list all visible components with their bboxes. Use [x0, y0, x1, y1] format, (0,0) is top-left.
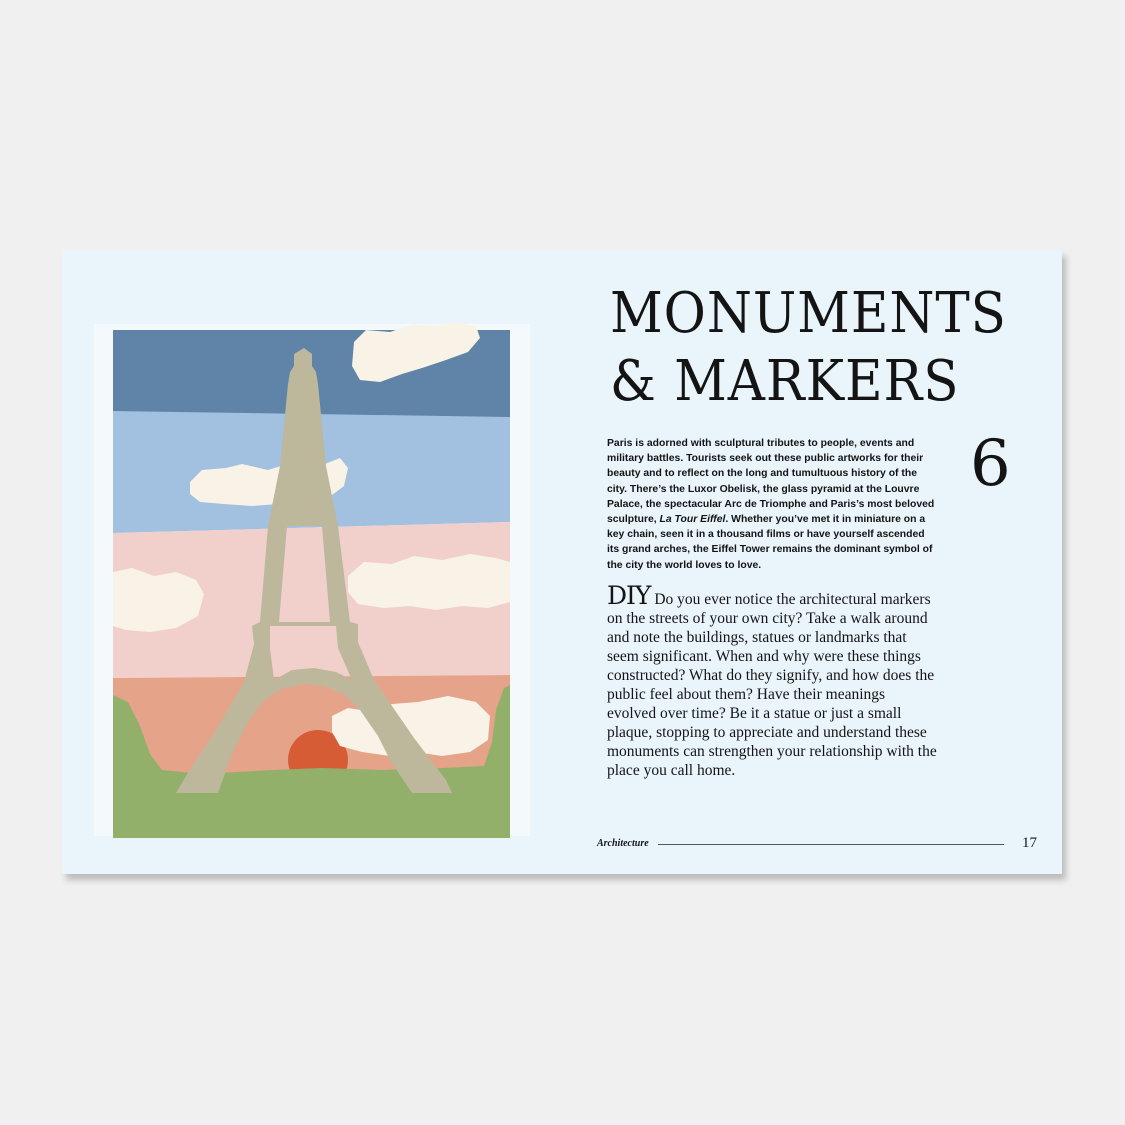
title-line-1: MONUMENTS: [610, 281, 1007, 346]
intro-text-part-1: Paris is adorned with sculptural tributes to people, events and military battles. Tourists seek out these public artworks for their beauty and to reflect on the long and tumultuous history of the city. There’s the Luxor Obelisk, the glass pyramid at the Louvre Palace, the spectacular Arc de Triomphe and Paris’s most beloved sculpture,: [607, 438, 935, 526]
page-number: 17: [1022, 835, 1037, 851]
chapter-number: 6: [970, 427, 1011, 501]
diy-label: DIY: [607, 581, 651, 610]
book-page: [62, 250, 1062, 874]
diy-paragraph: [607, 581, 937, 780]
diy-text: Do you ever notice the architectural markers on the streets of your own city? Take a walk around and note the buildings, statues or landmarks that seem significant. When and why were these things constructed? What do they signify, and how does the public feel about them? Have their meanings evolved over time? Be it a statue or just a small plaque, stopping to appreciate and understand these monuments can strengthen your relationship with the place you call home.: [607, 591, 937, 779]
title-line-2: & MARKERS: [610, 349, 960, 414]
footer-divider: [658, 844, 1004, 845]
intro-italic-text: La Tour Eiffel: [659, 514, 726, 526]
intro-paragraph: [607, 436, 935, 573]
intro-text-part-2: . Whether you’ve met it in miniature on a key chain, seen it in a thousand films or have yourself ascended its grand arches, the Eiffel Tower remains the dominant symbol of the city the world loves to love.: [607, 514, 933, 571]
eiffel-tower-illustration: [92, 290, 532, 838]
page-title: [610, 280, 1041, 416]
footer-section-label: Architecture: [597, 838, 649, 849]
